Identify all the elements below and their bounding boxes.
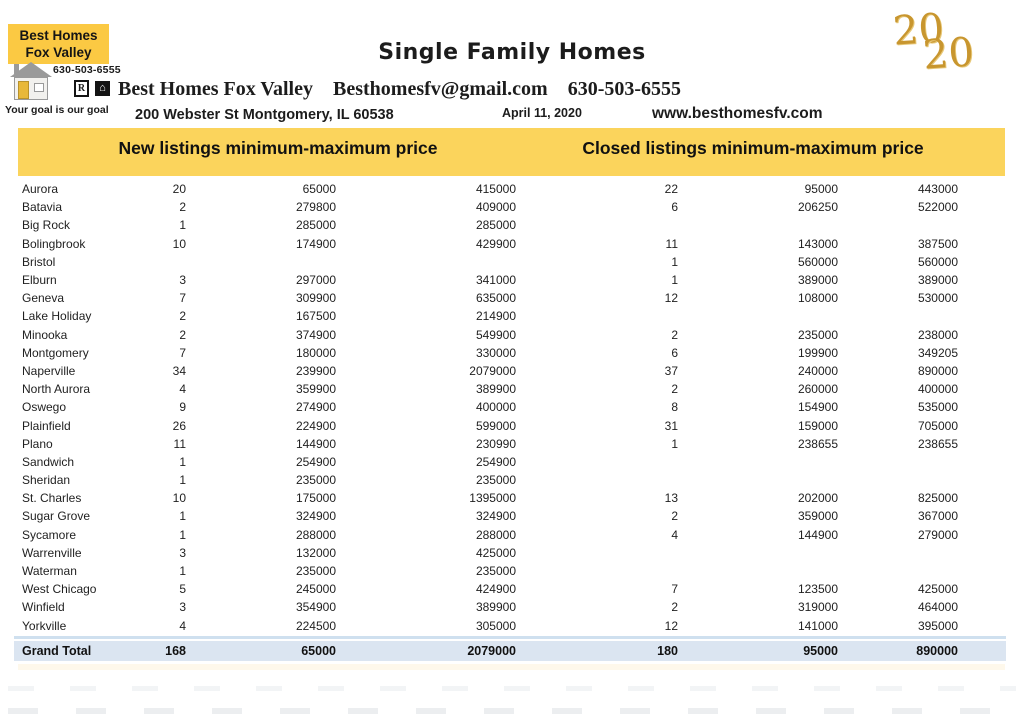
new-max-cell: 341000 [475,273,516,288]
new-count-cell: 11 [173,436,186,451]
new-min-cell: 285000 [295,218,336,233]
closed-count-cell: 12 [664,291,678,306]
new-max-cell: 1395000 [469,491,516,506]
new-count-cell: 1 [179,218,186,233]
new-count-cell: 1 [179,564,186,579]
closed-min-cell: 359000 [797,509,838,524]
closed-min-cell: 206250 [797,200,838,215]
new-count-cell: 5 [179,582,186,597]
new-max-cell: 235000 [475,564,516,579]
new-min-cell: 309900 [295,291,336,306]
new-max-cell: 2079000 [469,363,516,378]
equal-housing-icon: ⌂ [95,81,110,96]
city-cell: Winfield [22,600,65,615]
page-title: Single Family Homes [378,40,646,65]
grand-total-new-max: 2079000 [467,644,516,658]
closed-count-cell: 31 [664,418,678,433]
city-cell: Big Rock [22,218,71,233]
city-cell: North Aurora [22,382,91,397]
closed-min-cell: 260000 [797,382,838,397]
closed-min-cell: 108000 [797,291,838,306]
closed-min-cell: 95000 [804,182,838,197]
new-count-cell: 7 [179,345,186,360]
new-min-cell: 224900 [295,418,336,433]
city-cell: Naperville [22,363,76,378]
closed-max-cell: 400000 [917,382,958,397]
closed-min-cell: 159000 [797,418,838,433]
new-count-cell: 3 [179,545,186,560]
city-cell: Elburn [22,273,57,288]
closed-listings-header: Closed listings minimum-maximum price [582,137,924,158]
closed-count-cell: 2 [671,600,678,615]
new-min-cell: 297000 [295,273,336,288]
new-min-cell: 254900 [295,454,336,469]
closed-max-cell: 387500 [917,236,958,251]
new-min-cell: 374900 [295,327,336,342]
new-min-cell: 288000 [295,527,336,542]
city-cell: Yorkville [22,618,67,633]
closed-min-cell: 560000 [797,254,838,269]
closed-count-cell: 7 [671,582,678,597]
table-row [0,453,1024,471]
new-min-cell: 324900 [295,509,336,524]
closed-min-cell: 144900 [797,527,838,542]
closed-max-cell: 522000 [917,200,958,215]
closed-max-cell: 395000 [917,618,958,633]
new-max-cell: 285000 [475,218,516,233]
table-row [0,526,1024,544]
new-count-cell: 2 [179,309,186,324]
closed-min-cell: 240000 [797,363,838,378]
table-row [0,344,1024,362]
closed-max-cell: 425000 [917,582,958,597]
year-2020-logo [891,5,983,90]
closed-max-cell: 389000 [917,273,958,288]
association-icons [74,80,110,97]
closed-min-cell: 319000 [797,600,838,615]
company-website: www.besthomesfv.com [652,105,823,122]
closed-max-cell: 705000 [917,418,958,433]
new-max-cell: 425000 [475,545,516,560]
table-row [0,617,1024,635]
report-date: April 11, 2020 [502,106,582,120]
company-email: Besthomesfv@gmail.com [333,78,548,100]
table-row [0,489,1024,507]
closed-count-cell: 1 [671,273,678,288]
closed-count-cell: 2 [671,327,678,342]
table-row [0,253,1024,271]
city-cell: Sycamore [22,527,77,542]
new-max-cell: 330000 [475,345,516,360]
city-cell: Sheridan [22,473,71,488]
closed-count-cell: 6 [671,200,678,215]
closed-min-cell: 238655 [797,436,838,451]
new-max-cell: 400000 [475,400,516,415]
city-cell: Geneva [22,291,65,306]
house-window [34,83,44,92]
closed-count-cell: 2 [671,509,678,524]
grand-total-label: Grand Total [22,644,92,658]
closed-min-cell: 235000 [797,327,838,342]
new-max-cell: 214900 [475,309,516,324]
new-min-cell: 279800 [295,200,336,215]
city-cell: Warrenville [22,545,82,560]
new-listings-header: New listings minimum-maximum price [118,137,438,158]
closed-max-cell: 825000 [917,491,958,506]
table-row [0,180,1024,198]
company-phone: 630-503-6555 [567,78,682,100]
new-max-cell: 235000 [475,473,516,488]
closed-count-cell: 12 [664,618,678,633]
new-max-cell: 424900 [475,582,516,597]
new-count-cell: 1 [179,527,186,542]
new-count-cell: 20 [172,182,186,197]
company-name: Best Homes Fox Valley [118,78,313,100]
year-2020-bottom: 20 [921,29,976,79]
city-cell: Oswego [22,400,67,415]
table-row [0,307,1024,325]
new-min-cell: 174900 [295,236,336,251]
grand-total-divider [14,636,1006,639]
grand-total-closed-max: 890000 [916,644,958,658]
closed-max-cell: 530000 [917,291,958,306]
table-row [0,544,1024,562]
closed-min-cell: 141000 [797,618,838,633]
closed-min-cell: 199900 [797,345,838,360]
closed-count-cell: 37 [664,363,678,378]
closed-count-cell: 1 [671,254,678,269]
new-min-cell: 274900 [295,400,336,415]
table-row [0,507,1024,525]
new-count-cell: 3 [179,600,186,615]
closed-min-cell: 202000 [797,491,838,506]
new-max-cell: 389900 [475,600,516,615]
new-count-cell: 9 [179,400,186,415]
table-row [0,380,1024,398]
closed-max-cell: 890000 [917,363,958,378]
city-cell: Minooka [22,327,68,342]
closed-max-cell: 535000 [917,400,958,415]
closed-min-cell: 143000 [797,236,838,251]
new-min-cell: 224500 [295,618,336,633]
closed-count-cell: 2 [671,382,678,397]
closed-max-cell: 443000 [917,182,958,197]
city-cell: Batavia [22,200,63,215]
table-row [0,271,1024,289]
new-min-cell: 132000 [295,545,336,560]
realtor-icon: R [74,80,89,97]
new-max-cell: 599000 [475,418,516,433]
city-cell: West Chicago [22,582,97,597]
grand-total-closed-min: 95000 [803,644,838,658]
city-cell: Waterman [22,564,77,579]
new-min-cell: 359900 [295,382,336,397]
city-cell: St. Charles [22,491,82,506]
new-count-cell: 26 [172,418,186,433]
grand-total-row [14,641,1006,661]
footer-ghost-row [8,686,1016,691]
closed-count-cell: 8 [671,400,678,415]
new-min-cell: 175000 [295,491,336,506]
closed-count-cell: 6 [671,345,678,360]
closed-max-cell: 367000 [917,509,958,524]
city-cell: Montgomery [22,345,89,360]
house-icon [10,62,52,102]
new-max-cell: 429900 [475,236,516,251]
table-row [0,398,1024,416]
table-row [0,435,1024,453]
logo-name-line2: Fox Valley [25,45,92,60]
closed-max-cell: 560000 [917,254,958,269]
new-max-cell: 254900 [475,454,516,469]
new-count-cell: 4 [179,618,186,633]
table-row [0,562,1024,580]
grand-total-new-count: 168 [165,644,186,658]
closed-count-cell: 4 [671,527,678,542]
logo-phone: 630-503-6555 [53,64,121,76]
new-min-cell: 144900 [295,436,336,451]
year-2020-top: 20 [891,5,946,55]
table-row [0,598,1024,616]
company-contact-line [118,78,858,101]
table-row [0,198,1024,216]
city-cell: Bolingbrook [22,236,86,251]
new-max-cell: 305000 [475,618,516,633]
city-cell: Sugar Grove [22,509,91,524]
closed-min-cell: 123500 [797,582,838,597]
footer-ghost-row [8,708,1016,714]
new-count-cell: 1 [179,454,186,469]
new-max-cell: 409000 [475,200,516,215]
city-cell: Bristol [22,254,56,269]
grand-total-new-min: 65000 [301,644,336,658]
closed-max-cell: 238000 [917,327,958,342]
new-min-cell: 245000 [295,582,336,597]
closed-min-cell: 389000 [797,273,838,288]
faded-band-artifact [18,664,1005,670]
table-row [0,580,1024,598]
new-max-cell: 389900 [475,382,516,397]
new-min-cell: 167500 [295,309,336,324]
new-count-cell: 2 [179,327,186,342]
company-address: 200 Webster St Montgomery, IL 60538 [135,107,394,123]
new-max-cell: 415000 [475,182,516,197]
new-count-cell: 2 [179,200,186,215]
new-count-cell: 34 [172,363,186,378]
section-banner [18,128,1005,176]
new-count-cell: 4 [179,382,186,397]
new-min-cell: 65000 [302,182,336,197]
new-max-cell: 288000 [475,527,516,542]
city-cell: Plainfield [22,418,71,433]
logo-tagline: Your goal is our goal [5,104,109,116]
city-cell: Aurora [22,182,59,197]
city-cell: Plano [22,436,53,451]
new-count-cell: 1 [179,473,186,488]
table-row [0,326,1024,344]
closed-max-cell: 238655 [917,436,958,451]
closed-max-cell: 349205 [917,345,958,360]
new-max-cell: 230990 [475,436,516,451]
table-row [0,362,1024,380]
new-min-cell: 235000 [295,564,336,579]
closed-count-cell: 13 [664,491,678,506]
table-row [0,416,1024,434]
new-count-cell: 3 [179,273,186,288]
new-min-cell: 354900 [295,600,336,615]
new-min-cell: 180000 [295,345,336,360]
table-row [0,216,1024,234]
logo-name-line1: Best Homes [19,28,98,43]
new-count-cell: 10 [172,491,186,506]
closed-count-cell: 11 [665,236,678,251]
new-count-cell: 1 [179,509,186,524]
grand-total-closed-count: 180 [657,644,678,658]
listings-table [0,180,1024,635]
new-count-cell: 7 [179,291,186,306]
closed-count-cell: 1 [671,436,678,451]
new-max-cell: 324900 [475,509,516,524]
closed-count-cell: 22 [664,182,678,197]
new-count-cell: 10 [172,236,186,251]
new-min-cell: 235000 [295,473,336,488]
closed-min-cell: 154900 [797,400,838,415]
table-row [0,289,1024,307]
city-cell: Sandwich [22,454,75,469]
new-max-cell: 635000 [475,291,516,306]
new-min-cell: 239900 [295,363,336,378]
city-cell: Lake Holiday [22,309,92,324]
table-row [0,235,1024,253]
table-row [0,471,1024,489]
new-max-cell: 549900 [475,327,516,342]
closed-max-cell: 464000 [917,600,958,615]
closed-max-cell: 279000 [917,527,958,542]
house-door [18,81,29,99]
